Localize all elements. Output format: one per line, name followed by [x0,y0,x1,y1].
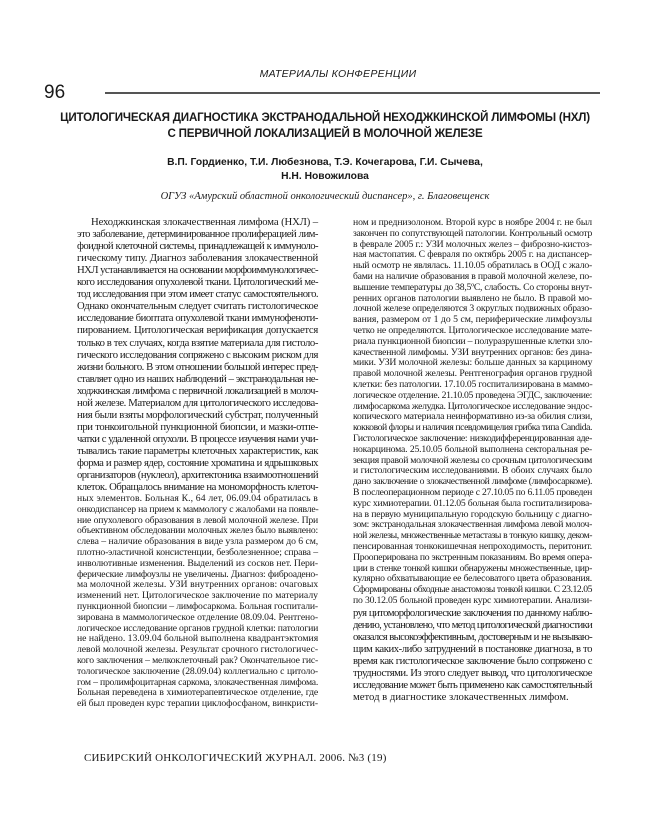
text-line: гом – пролимфоцитарная саркома, злокачественная лимфома. [77,676,318,688]
page-number: 96 [44,82,66,103]
text-line: зекция правой молочной железы со срочным цитологическим [353,454,592,466]
text-line: пенсированная тонкокишечная непроходимость, перитонит. [353,541,592,552]
text-line: слева – наличие образования в виде узла размером до 6 см, [77,536,319,548]
text-line: только в тех случаях, когда взятие материала для гистоло- [77,336,319,349]
text-line: В послеоперационном периоде с 27.10.05 по 6.11.05 проведен [353,487,592,498]
text-line: при тонкоигольной пункционной биопсии, и мазки-отпе- [77,420,318,433]
text-line: левой молочной железы. Результат срочного гистологичес- [77,644,318,656]
running-header-section: МАТЕРИАЛЫ КОНФЕРЕНЦИИ [259,68,417,80]
text-line: ная мастопатия. С февраля по октябрь 2005 г. на диспансер- [353,249,592,261]
text-line: Прооперирована по экстренным показаниям. Во время опера- [353,551,592,563]
text-line: форма и размер ядер, состояние хроматина и ядрышковых [77,457,318,469]
text-line: объективном обследовании молочных желез было выявлено: [77,525,318,537]
text-line: Больная переведена в химиотерапевтическое отделение, где [77,687,318,699]
affiliation: ОГУЗ «Амурский областной онкологический диспансер», г. Благовещенск [160,191,490,202]
text-line: клеток. Обращалось внимание на мономорфность клеточ- [77,481,319,494]
text-line: на в первую муниципальную городскую больницу с диагно- [353,508,592,520]
text-line: руя цитоморфологические заключения по данному наблю- [353,607,592,619]
text-line: онкодиспансер на прием к маммологу с жалобами на появле- [77,503,319,515]
article-title-line-1: ЦИТОЛОГИЧЕСКАЯ ДИАГНОСТИКА ЭКСТРАНОДАЛЬНОЙ НЕХОДЖКИНСКОЙ ЛИМФОМЫ (НХЛ) [60,111,590,124]
text-line: по 30.12.05 больной проведен курс химиотерапии. Анализи- [353,595,592,606]
text-line: зом: экстранодальная злокачественная лимфома левой молоч- [353,519,592,531]
text-line: не найдено. 13.09.04 больной выполнена квадрантэктомия [77,633,319,645]
text-line: кокковой флоры и наличия псевдомицелия грибка типа Candida. [353,422,592,434]
text-line: пункционной биопсии – лимфосаркома. Больная госпитали- [77,601,318,612]
text-line: тод исследования при этом имеет статус самостоятельного. [77,288,318,301]
text-line: закончен по сопутствующей патологии. Контрольный осмотр [353,227,592,239]
text-line: время как гистологическое заключение было сопряжено с [353,655,592,668]
text-line: НХЛ устанавливается на основании морфоиммунологичес- [77,264,318,277]
text-line: ния были взяты морфологический субстрат, полученный [77,408,318,421]
text-line: Гистологическое заключение: низкодифференцированная аде- [353,433,592,444]
article-title-line-2: С ПЕРВИЧНОЙ ЛОКАЛИЗАЦИЕЙ В МОЛОЧНОЙ ЖЕЛЕЗЕ [167,127,483,140]
text-line: вышение температуры до 38,5ºС, слабость. Со стороны внут- [353,281,592,293]
text-line: ей был проведен курс терапии циклофосфаном, винкристи- [77,698,318,710]
text-line: вания, размером от 1 до 5 см, периферические лимфоузлы [353,314,592,326]
text-line: нокарцинома. 25.10.05 больной выполнена секторальная ре- [353,443,592,455]
text-line: и гистологическим исследованиями. В обоих случаях было [353,465,592,477]
text-line: Однако окончательным следует считать гистологическое [77,300,318,313]
text-line: гическому типу. Диагноз заболевания злокачественной [77,252,318,265]
text-line: организаторов (нуклеол), архитектоника взаимоотношений [77,469,318,482]
text-line: трудностями. Из этого следует вывод, что цитологическое [353,667,592,680]
text-line: ной железы, множественные метастазы в тонкую кишку, деком- [353,530,592,542]
text-line: правой молочной железы. Рентгенография органов грудной [353,368,592,380]
text-line: ние опухолевого образования в левой молочной железе. При [77,514,318,526]
text-line: Сформированы обходные анастомозы тонкой кишки. С 23.12.05 [353,584,592,596]
text-line: метод в диагностике злокачественных лимфом. [353,691,569,704]
text-line: лимфосаркома желудка. Цитологическое исследование эндос- [353,400,593,412]
text-line: зирована в маммологическое отделение 08.09.04. Рентгено- [77,611,318,623]
text-line: ных элементов. Больная К., 64 лет, 06.09.04 обратилась в [77,493,318,504]
text-line: тологическое заключение (28.09.04) коллегиально с цитоло- [77,665,318,677]
text-line: в феврале 2005 г.: УЗИ молочных желез – фиброзно-кистоз- [353,238,592,250]
text-line: кого исследования опухолевой ткани. Цитологический ме- [77,276,318,289]
text-line: гического исследования сопряжено с высоким риском для [77,348,318,361]
text-line: ный осмотр не являлась. 11.10.05 обратилась в ООД с жало- [353,260,592,272]
text-line: исследование может быть применено как самостоятельный [353,679,592,692]
text-line: риала пункционной биопсии – полуразрушенные клетки зло- [353,335,593,347]
text-line: пированием. Цитологическая верификация допускается [77,324,318,337]
text-line: качественной лимфомы. УЗИ внутренних органов: без дина- [353,346,592,358]
text-line: клетки: без патологии. 17.10.05 госпитализирована в маммо- [353,379,593,390]
text-line: дано заключение о злокачественной лимфоме (лимфосаркоме). [353,476,592,488]
text-line: ходжкинская лимфома с первичной локализацией в молоч- [77,384,318,397]
text-line: логическое исследование органов грудной клетки: патологии [77,622,319,634]
text-line: инволютивные изменения. Выделений из сосков нет. Пери- [77,557,318,569]
text-line: копического материала неинформативно из-за обилия слизи, [353,411,593,423]
authors-line-1: В.П. Гордиенко, Т.И. Любезнова, Т.Э. Кочегарова, Г.И. Сычева, [167,157,483,168]
text-line: Неходжкинская злокачественная лимфома (НХЛ) – [91,216,318,228]
text-line: лочной железе определяются 3 округлых подвижных образо- [353,303,592,315]
text-line: исследование биоптата опухолевой ткани иммунофеноти- [77,312,318,325]
text-line: бами на наличие образования в правой молочной железе, по- [353,271,592,282]
text-line: жизни больного. В этом отношении большой интерес пред- [77,360,318,373]
text-line: дению, установлено, что метод цитологической диагностики [353,619,592,632]
text-line: плотно-эластичной консистенции, безболезненное; справа – [77,547,318,558]
text-line: ции в стенке тонкой кишки обнаружены множественные, цир- [353,562,592,574]
text-line: фоидной клеточной системы, принадлежащей к иммуноло- [77,240,318,253]
journal-footer: СИБИРСКИЙ ОНКОЛОГИЧЕСКИЙ ЖУРНАЛ. 2006. №3 (19) [84,752,387,764]
text-line: тывались такие параметры клеточных характеристик, как [77,444,319,457]
authors-line-2: Н.Н. Новожилова [281,171,369,182]
text-line: ферические лимфоузлы не увеличены. Диагноз: фиброадено- [77,568,318,580]
header-rule [105,92,600,94]
text-line: ставляет одно из наших наблюдений – экстранодальная не- [77,372,318,385]
text-line: четко не определяются. Цитологическое исследование мате- [353,325,592,336]
text-line: ренних органов патологии выявлено не было. В правой мо- [353,292,592,304]
text-line: оказался высокоэффективным, достоверным и не вызываю- [353,631,592,644]
text-line: это заболевание, детерминированное пролиферацией лим- [77,228,318,241]
text-line: мики. УЗИ молочной железы: больше данных за карциному [353,357,593,369]
text-line: кулярно обхватывающие ее белесоватого цвета образования. [353,573,592,585]
text-line: ной железе. Материалом для цитологического исследова- [77,396,318,409]
text-line: логическое отделение. 21.10.05 проведена ЭГДС, заключение: [353,389,592,401]
text-line: изменений нет. Цитологическое заключение по материалу [77,590,318,602]
text-line: чатки с удаленной опухоли. В процессе изучения нами учи- [77,432,318,445]
text-line: ном и преднизолоном. Второй курс в ноябре 2004 г. не был [353,217,592,228]
text-line: курс химиотерапии. 01.12.05 больная была госпитализирова- [353,497,592,509]
text-line: щим каких-либо затруднений в постановке диагноза, в то [353,643,592,656]
text-line: ма молочной железы. УЗИ внутренних органов: очаговых [77,579,319,591]
text-line: кого заключения – мелкоклеточный рак? Окончательное гис- [77,655,318,666]
